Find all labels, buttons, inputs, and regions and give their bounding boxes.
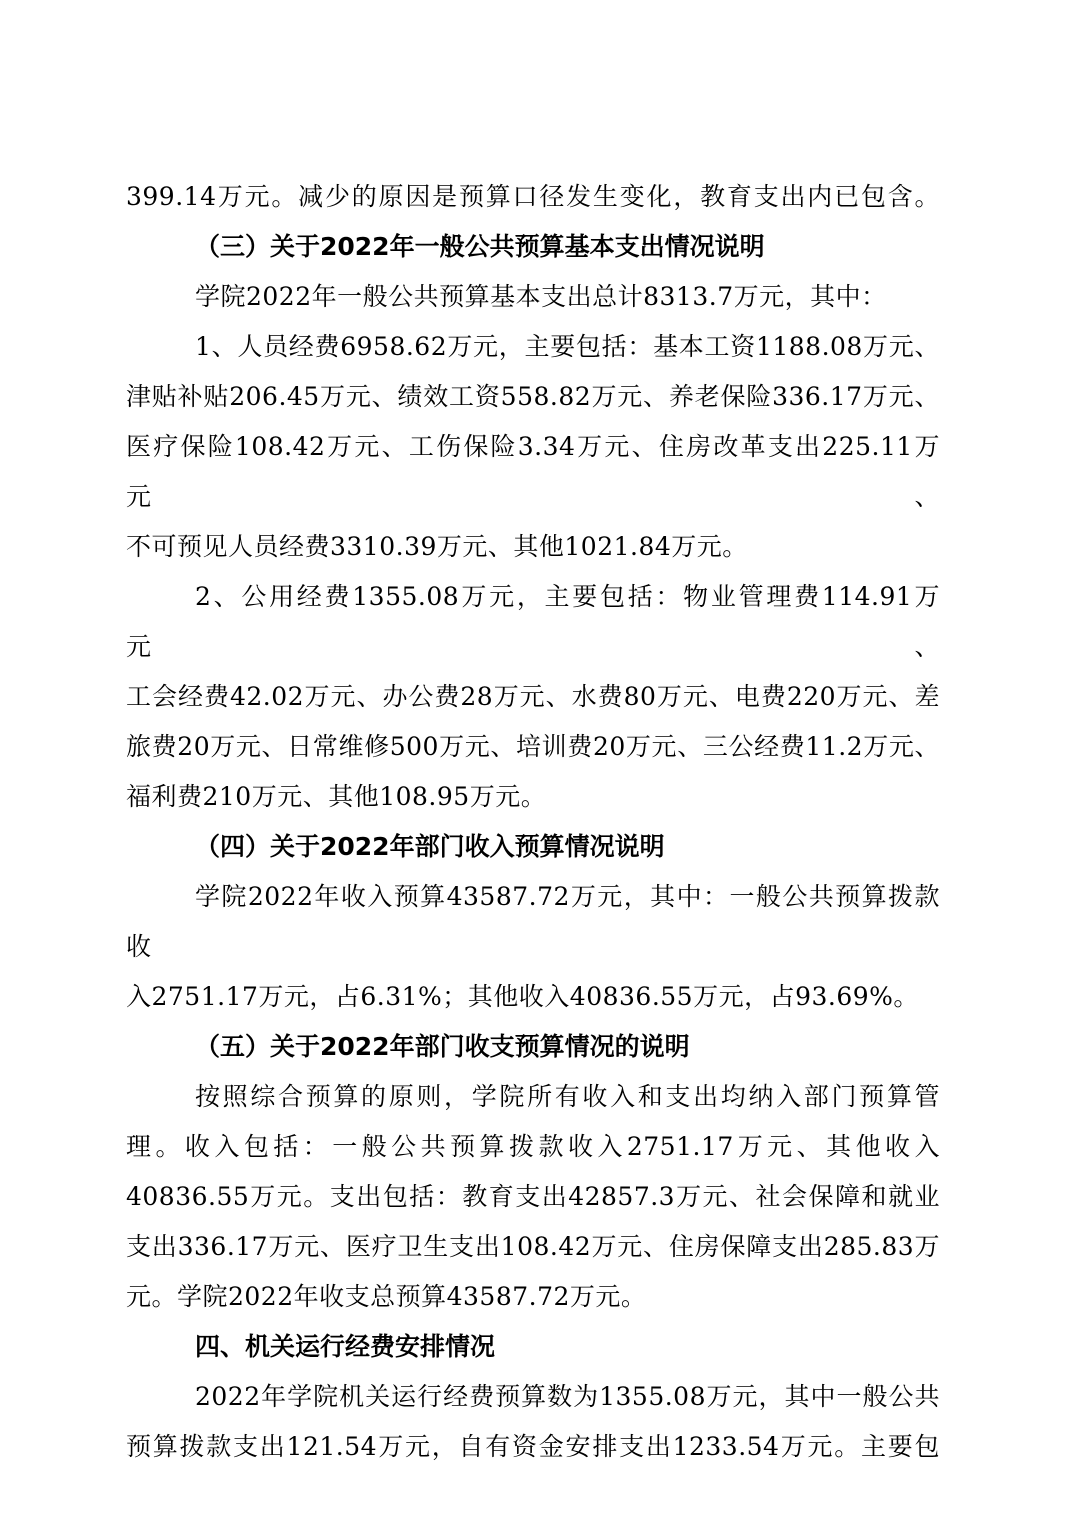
text-line: 理。收入包括：一般公共预算拨款收入2751.17万元、其他收入 [126, 1132, 940, 1161]
heading-line: （四）关于2022年部门收入预算情况说明 [195, 832, 665, 861]
heading-line: （三）关于2022年一般公共预算基本支出情况说明 [195, 232, 765, 261]
text-line: 工会经费42.02万元、办公费28万元、水费80万元、电费220万元、差 [126, 682, 940, 711]
section-heading [126, 222, 940, 272]
section-heading [126, 1322, 940, 1372]
paragraph [126, 872, 940, 1022]
paragraph [126, 322, 940, 572]
text-line: 2022年学院机关运行经费预算数为1355.08万元，其中一般公共 [195, 1382, 940, 1411]
section-heading [126, 1022, 940, 1072]
text-line: 399.14万元。减少的原因是预算口径发生变化，教育支出内已包含。 [126, 182, 940, 211]
text-line: 福利费210万元、其他108.95万元。 [126, 782, 547, 811]
text-line: 40836.55万元。支出包括：教育支出42857.3万元、社会保障和就业 [126, 1182, 940, 1211]
text-line: 学院2022年收入预算43587.72万元，其中：一般公共预算拨款收 [126, 882, 940, 961]
text-line: 支出336.17万元、医疗卫生支出108.42万元、住房保障支出285.83万 [126, 1232, 940, 1261]
text-line: 医疗保险108.42万元、工伤保险3.34万元、住房改革支出225.11万元、 [126, 432, 940, 511]
section-heading [126, 822, 940, 872]
text-line: 1、人员经费6958.62万元，主要包括：基本工资1188.08万元、 [195, 332, 940, 361]
text-line: 元。学院2022年收支总预算43587.72万元。 [126, 1282, 647, 1311]
text-line: 预算拨款支出121.54万元，自有资金安排支出1233.54万元。主要包 [126, 1432, 940, 1461]
text-line: 入2751.17万元，占6.31%；其他收入40836.55万元，占93.69%。 [126, 982, 919, 1011]
paragraph [126, 172, 940, 222]
text-line: 津贴补贴206.45万元、绩效工资558.82万元、养老保险336.17万元、 [126, 382, 940, 411]
heading-line: 四、机关运行经费安排情况 [195, 1332, 496, 1361]
paragraph [126, 272, 940, 322]
heading-line: （五）关于2022年部门收支预算情况的说明 [195, 1032, 690, 1061]
paragraph [126, 1372, 940, 1472]
text-line: 不可预见人员经费3310.39万元、其他1021.84万元。 [126, 532, 748, 561]
text-line: 旅费20万元、日常维修500万元、培训费20万元、三公经费11.2万元、 [126, 732, 940, 761]
document-content [126, 172, 940, 1472]
text-line: 2、公用经费1355.08万元，主要包括：物业管理费114.91万元、 [126, 582, 940, 661]
text-line: 按照综合预算的原则，学院所有收入和支出均纳入部门预算管 [195, 1082, 940, 1111]
paragraph [126, 1072, 940, 1322]
text-line: 学院2022年一般公共预算基本支出总计8313.7万元，其中： [195, 282, 887, 311]
paragraph [126, 572, 940, 822]
